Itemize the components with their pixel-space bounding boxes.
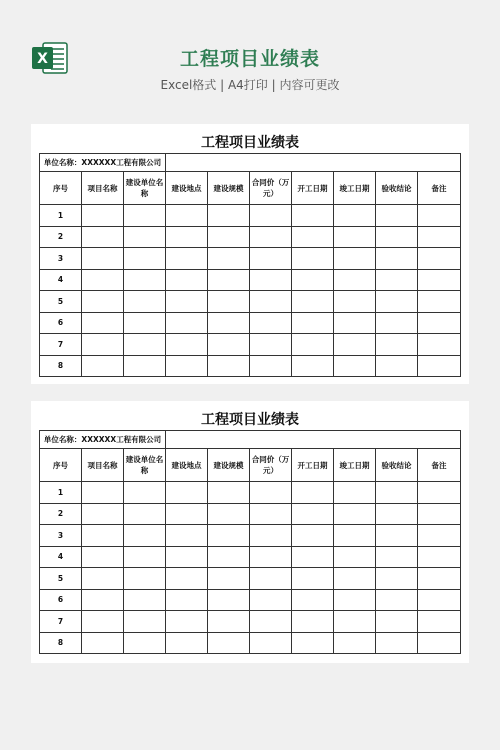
table-cell[interactable] [376, 568, 418, 590]
table-cell[interactable] [418, 226, 461, 248]
table-cell[interactable] [334, 503, 376, 525]
table-cell[interactable] [376, 334, 418, 356]
row-number: 2 [40, 503, 82, 525]
table-cell[interactable] [166, 355, 208, 377]
table-cell[interactable] [334, 248, 376, 270]
table-row [40, 355, 461, 377]
table-cell[interactable] [418, 503, 461, 525]
table-row [40, 589, 461, 611]
row-number: 5 [40, 568, 82, 590]
table-cell[interactable] [82, 355, 124, 377]
table-cell[interactable] [250, 248, 292, 270]
table-cell[interactable] [208, 269, 250, 291]
table-cell[interactable] [292, 568, 334, 590]
row-number: 3 [40, 248, 82, 270]
table-cell[interactable] [418, 312, 461, 334]
table-cell[interactable] [166, 482, 208, 504]
row-number: 1 [40, 205, 82, 227]
table-cell[interactable] [208, 334, 250, 356]
performance-table [39, 153, 461, 377]
table-cell[interactable] [418, 482, 461, 504]
column-header: 开工日期 [292, 172, 334, 205]
table-cell[interactable] [208, 312, 250, 334]
table-cell[interactable] [418, 248, 461, 270]
unit-name-blank-cell[interactable] [166, 154, 461, 172]
table-cell[interactable] [250, 589, 292, 611]
table-cell[interactable] [418, 546, 461, 568]
table-cell[interactable] [292, 205, 334, 227]
table-row [40, 248, 461, 270]
table-cell[interactable] [208, 568, 250, 590]
column-header: 序号 [40, 449, 82, 482]
table-cell[interactable] [124, 632, 166, 654]
table-cell[interactable] [166, 611, 208, 633]
table-cell[interactable] [124, 269, 166, 291]
table-cell[interactable] [376, 482, 418, 504]
table-cell[interactable] [250, 334, 292, 356]
table-row [40, 632, 461, 654]
column-header: 建设单位名称 [124, 172, 166, 205]
table-cell[interactable] [166, 248, 208, 270]
table-cell[interactable] [124, 334, 166, 356]
column-header: 建设地点 [166, 449, 208, 482]
table-cell[interactable] [208, 546, 250, 568]
table-cell[interactable] [124, 312, 166, 334]
table-cell[interactable] [208, 589, 250, 611]
column-header: 开工日期 [292, 449, 334, 482]
table-cell[interactable] [250, 355, 292, 377]
table-cell[interactable] [82, 226, 124, 248]
column-header: 建设单位名称 [124, 449, 166, 482]
table-cell[interactable] [334, 589, 376, 611]
table-row [40, 611, 461, 633]
table-cell[interactable] [292, 226, 334, 248]
table-row [40, 546, 461, 568]
table-cell[interactable] [376, 525, 418, 547]
table-cell[interactable] [82, 269, 124, 291]
table-cell[interactable] [166, 546, 208, 568]
table-cell[interactable] [166, 589, 208, 611]
table-cell[interactable] [208, 611, 250, 633]
header-row [40, 449, 461, 482]
table-cell[interactable] [334, 205, 376, 227]
table-cell[interactable] [208, 632, 250, 654]
column-header: 合同价（万元） [250, 449, 292, 482]
table-row [40, 334, 461, 356]
sheet-preview-2 [31, 401, 469, 663]
header-row [40, 172, 461, 205]
table-cell[interactable] [208, 525, 250, 547]
row-number: 4 [40, 546, 82, 568]
table-cell[interactable] [376, 269, 418, 291]
unit-name-label: 单位名称：XXXXXX工程有限公司 [40, 431, 166, 449]
table-cell[interactable] [334, 632, 376, 654]
table-cell[interactable] [124, 248, 166, 270]
table-cell[interactable] [250, 611, 292, 633]
table-cell[interactable] [82, 568, 124, 590]
table-cell[interactable] [208, 226, 250, 248]
table-cell[interactable] [292, 503, 334, 525]
table-cell[interactable] [208, 355, 250, 377]
column-header: 备注 [418, 172, 461, 205]
row-number: 6 [40, 589, 82, 611]
table-cell[interactable] [124, 611, 166, 633]
table-cell[interactable] [292, 611, 334, 633]
table-cell[interactable] [250, 205, 292, 227]
table-cell[interactable] [166, 205, 208, 227]
table-cell[interactable] [292, 312, 334, 334]
table-row [40, 525, 461, 547]
table-cell[interactable] [376, 611, 418, 633]
unit-name-blank-cell[interactable] [166, 431, 461, 449]
column-header: 竣工日期 [334, 449, 376, 482]
row-number: 4 [40, 269, 82, 291]
table-cell[interactable] [292, 632, 334, 654]
table-cell[interactable] [376, 248, 418, 270]
unit-row [40, 154, 461, 172]
table-cell[interactable] [334, 568, 376, 590]
table-cell[interactable] [376, 291, 418, 313]
table-cell[interactable] [418, 334, 461, 356]
table-cell[interactable] [250, 291, 292, 313]
table-cell[interactable] [418, 568, 461, 590]
sheet-title: 工程项目业绩表 [201, 135, 299, 151]
performance-table [39, 430, 461, 654]
page-title: 工程项目业绩表 [179, 48, 320, 70]
table-cell[interactable] [292, 525, 334, 547]
table-cell[interactable] [124, 525, 166, 547]
table-cell[interactable] [376, 312, 418, 334]
table-row [40, 226, 461, 248]
table-cell[interactable] [376, 205, 418, 227]
column-header: 序号 [40, 172, 82, 205]
table-cell[interactable] [250, 525, 292, 547]
table-cell[interactable] [334, 291, 376, 313]
table-cell[interactable] [376, 589, 418, 611]
table-cell[interactable] [208, 503, 250, 525]
table-cell[interactable] [166, 525, 208, 547]
table-cell[interactable] [292, 589, 334, 611]
column-header: 备注 [418, 449, 461, 482]
table-cell[interactable] [124, 503, 166, 525]
row-number: 5 [40, 291, 82, 313]
table-cell[interactable] [250, 269, 292, 291]
table-row [40, 568, 461, 590]
table-cell[interactable] [166, 291, 208, 313]
column-header: 建设地点 [166, 172, 208, 205]
table-cell[interactable] [334, 525, 376, 547]
table-cell[interactable] [166, 269, 208, 291]
table-cell[interactable] [334, 355, 376, 377]
row-number: 2 [40, 226, 82, 248]
page-subtitle: Excel格式 | A4打印 | 内容可更改 [160, 78, 340, 92]
table-cell[interactable] [250, 632, 292, 654]
table-cell[interactable] [292, 355, 334, 377]
table-cell[interactable] [250, 312, 292, 334]
table-cell[interactable] [334, 546, 376, 568]
table-cell[interactable] [82, 248, 124, 270]
table-cell[interactable] [82, 503, 124, 525]
table-cell[interactable] [334, 312, 376, 334]
table-cell[interactable] [334, 482, 376, 504]
column-header: 建设规模 [208, 449, 250, 482]
column-header: 合同价（万元） [250, 172, 292, 205]
row-number: 7 [40, 611, 82, 633]
table-cell[interactable] [334, 334, 376, 356]
table-cell[interactable] [208, 482, 250, 504]
table-cell[interactable] [418, 632, 461, 654]
table-cell[interactable] [82, 611, 124, 633]
table-cell[interactable] [418, 269, 461, 291]
table-cell[interactable] [166, 226, 208, 248]
table-cell[interactable] [250, 546, 292, 568]
row-number: 8 [40, 355, 82, 377]
table-cell[interactable] [208, 205, 250, 227]
excel-logo-letter: X [37, 51, 48, 67]
table-cell[interactable] [250, 226, 292, 248]
column-header: 验收结论 [376, 449, 418, 482]
unit-row [40, 431, 461, 449]
table-cell[interactable] [292, 291, 334, 313]
table-cell[interactable] [82, 482, 124, 504]
row-number: 7 [40, 334, 82, 356]
table-cell[interactable] [376, 503, 418, 525]
table-cell[interactable] [292, 546, 334, 568]
table-row [40, 205, 461, 227]
table-cell[interactable] [82, 312, 124, 334]
table-cell[interactable] [418, 355, 461, 377]
table-cell[interactable] [124, 205, 166, 227]
table-cell[interactable] [124, 546, 166, 568]
table-cell[interactable] [376, 226, 418, 248]
table-cell[interactable] [124, 355, 166, 377]
table-cell[interactable] [250, 503, 292, 525]
row-number: 6 [40, 312, 82, 334]
table-cell[interactable] [82, 546, 124, 568]
table-row [40, 503, 461, 525]
sheet-preview-1 [31, 124, 469, 384]
table-cell[interactable] [376, 632, 418, 654]
table-cell[interactable] [82, 205, 124, 227]
table-cell[interactable] [418, 205, 461, 227]
table-row [40, 312, 461, 334]
table-cell[interactable] [334, 226, 376, 248]
table-row [40, 291, 461, 313]
table-cell[interactable] [166, 503, 208, 525]
table-cell[interactable] [82, 589, 124, 611]
column-header: 建设规模 [208, 172, 250, 205]
table-cell[interactable] [124, 291, 166, 313]
table-cell[interactable] [124, 482, 166, 504]
table-cell[interactable] [166, 312, 208, 334]
table-cell[interactable] [334, 269, 376, 291]
table-cell[interactable] [208, 291, 250, 313]
table-cell[interactable] [208, 248, 250, 270]
table-row [40, 269, 461, 291]
column-header: 项目名称 [82, 449, 124, 482]
table-cell[interactable] [250, 568, 292, 590]
table-cell[interactable] [292, 482, 334, 504]
sheet-title: 工程项目业绩表 [201, 412, 299, 428]
table-cell[interactable] [166, 632, 208, 654]
table-cell[interactable] [124, 589, 166, 611]
table-cell[interactable] [166, 568, 208, 590]
row-number: 1 [40, 482, 82, 504]
row-number: 3 [40, 525, 82, 547]
table-row [40, 482, 461, 504]
table-cell[interactable] [166, 334, 208, 356]
table-cell[interactable] [292, 334, 334, 356]
table-cell[interactable] [418, 291, 461, 313]
table-cell[interactable] [82, 334, 124, 356]
table-cell[interactable] [418, 611, 461, 633]
column-header: 项目名称 [82, 172, 124, 205]
table-cell[interactable] [418, 525, 461, 547]
table-cell[interactable] [292, 248, 334, 270]
table-cell[interactable] [292, 269, 334, 291]
table-cell[interactable] [250, 482, 292, 504]
table-cell[interactable] [82, 632, 124, 654]
table-cell[interactable] [376, 355, 418, 377]
table-cell[interactable] [376, 546, 418, 568]
unit-name-label: 单位名称：XXXXXX工程有限公司 [40, 154, 166, 172]
column-header: 验收结论 [376, 172, 418, 205]
table-cell[interactable] [418, 589, 461, 611]
table-cell[interactable] [82, 525, 124, 547]
table-cell[interactable] [124, 568, 166, 590]
table-cell[interactable] [82, 291, 124, 313]
column-header: 竣工日期 [334, 172, 376, 205]
row-number: 8 [40, 632, 82, 654]
table-cell[interactable] [334, 611, 376, 633]
table-cell[interactable] [124, 226, 166, 248]
